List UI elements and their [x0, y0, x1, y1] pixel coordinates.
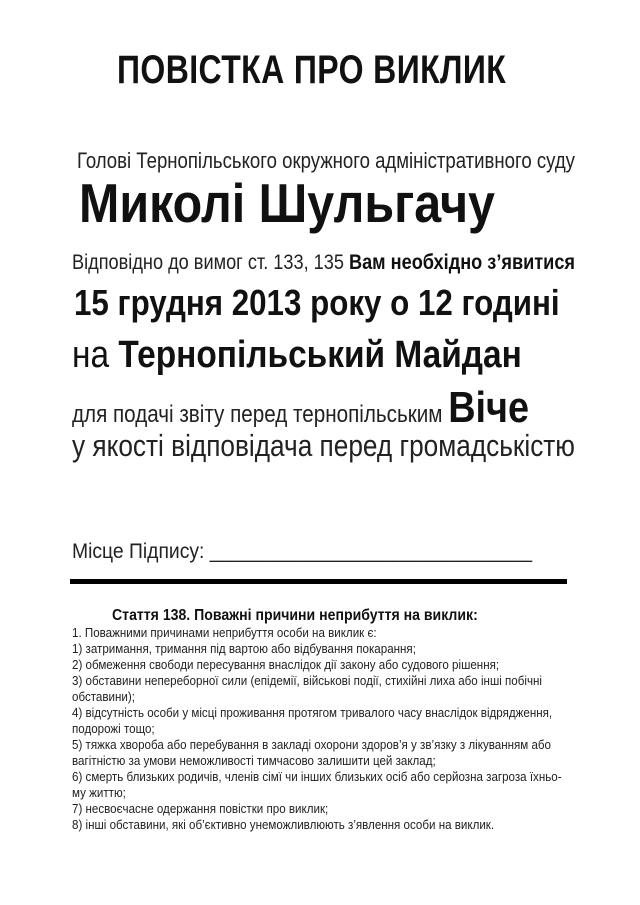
- place-prefix: на: [72, 334, 119, 376]
- purpose-line: [72, 383, 529, 433]
- requirement-line: [72, 251, 575, 275]
- addressee-name: Миколі Шульгачу: [79, 172, 495, 234]
- article-line: 1) затримання, тримання під вартою або відбування покарання;: [72, 642, 416, 656]
- article-line: 1. Поважними причинами неприбуття особи на виклик є:: [72, 626, 377, 640]
- capacity-line: у якості відповідача перед громадськістю: [72, 428, 575, 463]
- signature-label: Місце Підпису:: [72, 540, 210, 563]
- purpose-prefix: для подачі звіту перед тернопільським: [72, 401, 449, 428]
- article-line: 6) смерть близьких родичів, членів сімї чи інших близьких осіб або серйозна загроза їхньо-: [72, 770, 562, 784]
- place-line: [72, 334, 522, 377]
- article-line: обставини);: [72, 690, 135, 704]
- article-line: 2) обмеження свободи пересування внаслідок дії закону або судового рішення;: [72, 658, 500, 672]
- divider-rule: [70, 579, 567, 584]
- article-line: му життю;: [72, 786, 126, 800]
- purpose-emphasis: Віче: [448, 383, 530, 432]
- article-line: 3) обставини непереборної сили (епідемії, військові події, стихійні лиха або інші побічні: [72, 674, 542, 688]
- date-line: 15 грудня 2013 року о 12 годині: [74, 282, 560, 323]
- article-line: подорожі тощо;: [72, 722, 155, 736]
- addressee-line: Голові Тернопільського окружного адміністративного суду: [77, 148, 575, 173]
- article-line: вагітністю за умови неможливості тимчасово залишити цей заклад;: [72, 754, 436, 768]
- requirement-prefix: Відповідно до вимог ст. 133, 135: [72, 251, 349, 274]
- article-heading: Стаття 138. Поважні причини неприбуття на виклик:: [112, 607, 478, 624]
- signature-blank: ______________________________: [209, 540, 533, 563]
- place-emphasis: Тернопільський Майдан: [118, 334, 522, 376]
- requirement-emphasis: Вам необхідно з’явитися: [348, 251, 576, 274]
- signature-line: [72, 540, 532, 564]
- article-line: 8) інші обставини, які об’єктивно унеможливлюють з’явлення особи на виклик.: [72, 818, 495, 832]
- document-title: ПОВІСТКА ПРО ВИКЛИК: [117, 48, 507, 92]
- article-line: 4) відсутність особи у місці проживання протягом тривалого часу внаслідок відрядження,: [72, 706, 553, 720]
- article-line: 7) несвоєчасне одержання повістки про виклик;: [72, 802, 329, 816]
- article-line: 5) тяжка хвороба або перебування в закладі охорони здоров’я у зв’язку з лікуванням або: [72, 738, 551, 752]
